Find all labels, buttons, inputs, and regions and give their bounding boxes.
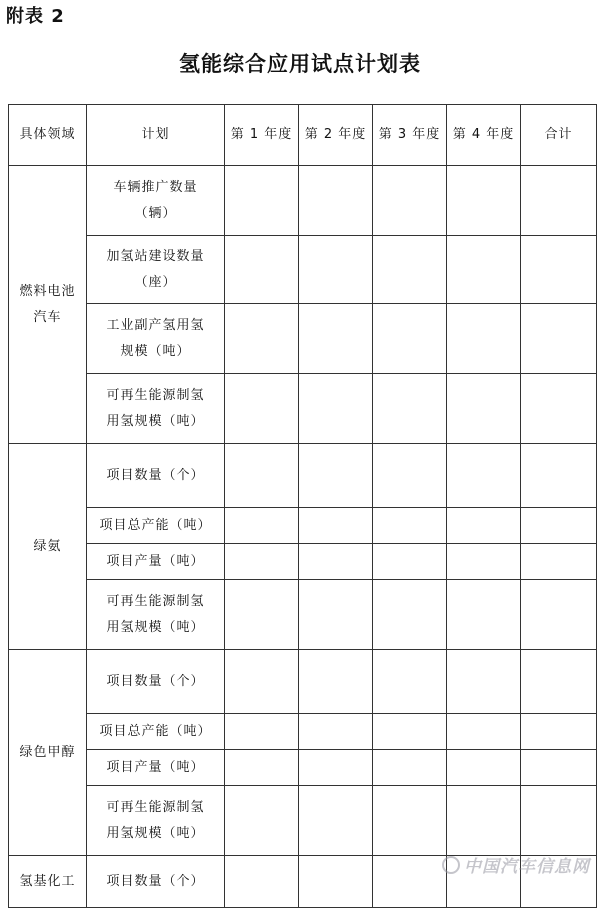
year-value-cell	[447, 374, 521, 444]
plan-item-line: 项目数量（个）	[106, 673, 205, 689]
year-value-cell	[225, 236, 299, 304]
plan-item-cell	[87, 544, 225, 580]
year-value-cell	[373, 236, 447, 304]
plan-item-line: 工业副产氢用氢	[106, 318, 205, 334]
table-row	[9, 304, 597, 374]
plan-item-line: 项目总产能（吨）	[99, 517, 212, 533]
plan-item-line: 项目产量（吨）	[106, 759, 205, 775]
plan-item-line: 项目总产能（吨）	[99, 723, 212, 739]
year-value-cell	[447, 304, 521, 374]
year-value-cell	[299, 786, 373, 856]
year-value-cell	[447, 508, 521, 544]
year-value-cell	[225, 374, 299, 444]
plan-item-line: （辆）	[134, 205, 177, 221]
year-value-cell	[299, 444, 373, 508]
plan-item-line: 加氢站建设数量	[106, 249, 205, 265]
year-value-cell	[225, 714, 299, 750]
year-value-cell	[225, 544, 299, 580]
plan-item-line: 车辆推广数量	[113, 180, 198, 196]
column-header: 第 3 年度	[373, 105, 447, 166]
watermark-logo-icon	[442, 856, 460, 874]
appendix-label: 附表 2	[6, 6, 65, 27]
total-cell	[521, 650, 597, 714]
field-cell	[9, 650, 87, 856]
year-value-cell	[225, 444, 299, 508]
plan-item-cell	[87, 166, 225, 236]
table-row	[9, 786, 597, 856]
plan-item-cell	[87, 786, 225, 856]
year-value-cell	[299, 856, 373, 908]
plan-item-cell	[87, 374, 225, 444]
total-cell	[521, 304, 597, 374]
year-value-cell	[447, 786, 521, 856]
total-cell	[521, 444, 597, 508]
year-value-cell	[299, 374, 373, 444]
plan-item-cell	[87, 304, 225, 374]
plan-item-cell	[87, 444, 225, 508]
table-body	[9, 166, 597, 908]
total-cell	[521, 750, 597, 786]
total-cell	[521, 580, 597, 650]
year-value-cell	[373, 304, 447, 374]
total-cell	[521, 714, 597, 750]
year-value-cell	[373, 650, 447, 714]
field-label-line: 燃料电池	[19, 284, 76, 300]
column-header: 计划	[87, 105, 225, 166]
year-value-cell	[299, 304, 373, 374]
plan-item-cell	[87, 236, 225, 304]
plan-item-cell	[87, 750, 225, 786]
year-value-cell	[447, 650, 521, 714]
year-value-cell	[373, 750, 447, 786]
year-value-cell	[225, 856, 299, 908]
table-row	[9, 650, 597, 714]
field-label-line: 氢基化工	[19, 873, 76, 889]
year-value-cell	[373, 374, 447, 444]
field-label-line: 汽车	[33, 309, 62, 325]
year-value-cell	[373, 508, 447, 544]
column-header: 合计	[521, 105, 597, 166]
year-value-cell	[447, 714, 521, 750]
table-row	[9, 374, 597, 444]
table-row	[9, 544, 597, 580]
document-title: 氢能综合应用试点计划表	[179, 52, 421, 76]
year-value-cell	[299, 544, 373, 580]
year-value-cell	[373, 786, 447, 856]
table-row	[9, 580, 597, 650]
watermark	[442, 852, 590, 877]
plan-item-line: （座）	[134, 274, 177, 290]
total-cell	[521, 374, 597, 444]
year-value-cell	[225, 750, 299, 786]
year-value-cell	[225, 786, 299, 856]
plan-item-line: 用氢规模（吨）	[106, 619, 205, 635]
plan-item-cell	[87, 650, 225, 714]
column-header: 第 4 年度	[447, 105, 521, 166]
total-cell	[521, 544, 597, 580]
field-cell	[9, 444, 87, 650]
column-header: 第 1 年度	[225, 105, 299, 166]
plan-item-line: 用氢规模（吨）	[106, 413, 205, 429]
year-value-cell	[225, 650, 299, 714]
total-cell	[521, 786, 597, 856]
year-value-cell	[447, 580, 521, 650]
year-value-cell	[225, 580, 299, 650]
plan-item-cell	[87, 856, 225, 908]
table-header-row	[9, 105, 597, 166]
year-value-cell	[299, 508, 373, 544]
year-value-cell	[373, 444, 447, 508]
year-value-cell	[299, 580, 373, 650]
plan-item-line: 项目数量（个）	[106, 873, 205, 889]
year-value-cell	[373, 714, 447, 750]
watermark-text: 中国汽车信息网	[464, 857, 590, 877]
total-cell	[521, 508, 597, 544]
plan-item-line: 可再生能源制氢	[106, 388, 205, 404]
total-cell	[521, 166, 597, 236]
column-header: 具体领域	[9, 105, 87, 166]
year-value-cell	[447, 544, 521, 580]
year-value-cell	[299, 166, 373, 236]
field-cell	[9, 166, 87, 444]
year-value-cell	[225, 304, 299, 374]
year-value-cell	[373, 856, 447, 908]
year-value-cell	[299, 650, 373, 714]
plan-table	[8, 104, 597, 908]
year-value-cell	[373, 166, 447, 236]
year-value-cell	[299, 750, 373, 786]
year-value-cell	[447, 166, 521, 236]
plan-item-line: 可再生能源制氢	[106, 594, 205, 610]
table-row	[9, 508, 597, 544]
plan-item-line: 项目数量（个）	[106, 467, 205, 483]
table-row	[9, 444, 597, 508]
year-value-cell	[299, 714, 373, 750]
field-cell	[9, 856, 87, 908]
year-value-cell	[299, 236, 373, 304]
table-row	[9, 714, 597, 750]
table-row	[9, 236, 597, 304]
year-value-cell	[447, 444, 521, 508]
plan-item-cell	[87, 580, 225, 650]
year-value-cell	[225, 508, 299, 544]
year-value-cell	[447, 236, 521, 304]
field-label-line: 绿色甲醇	[19, 744, 76, 760]
column-header: 第 2 年度	[299, 105, 373, 166]
total-cell	[521, 236, 597, 304]
year-value-cell	[225, 166, 299, 236]
plan-item-line: 用氢规模（吨）	[106, 825, 205, 841]
field-label-line: 绿氨	[33, 538, 62, 554]
plan-item-cell	[87, 714, 225, 750]
plan-item-cell	[87, 508, 225, 544]
table-row	[9, 750, 597, 786]
table-row	[9, 166, 597, 236]
plan-item-line: 规模（吨）	[120, 343, 191, 359]
year-value-cell	[373, 580, 447, 650]
plan-item-line: 项目产量（吨）	[106, 553, 205, 569]
plan-item-line: 可再生能源制氢	[106, 800, 205, 816]
year-value-cell	[373, 544, 447, 580]
year-value-cell	[447, 750, 521, 786]
